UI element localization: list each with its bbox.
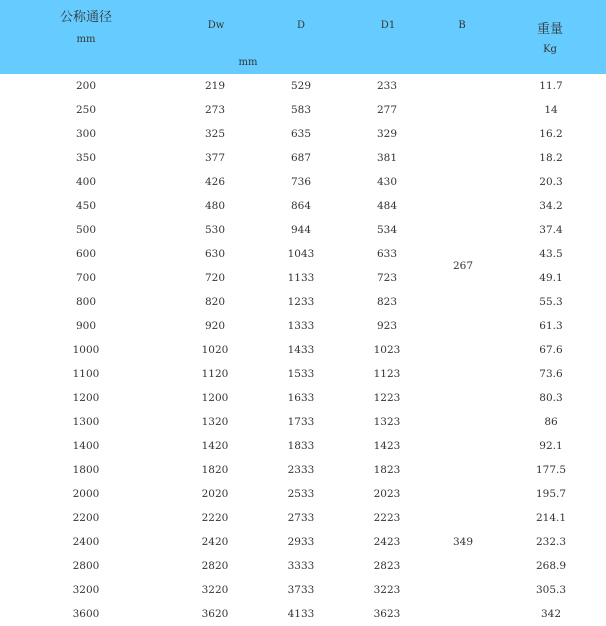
cell-dw: 2020 — [201, 488, 229, 500]
cell-dn: 400 — [75, 176, 97, 188]
table-row — [0, 266, 606, 290]
cell-d: 3733 — [287, 584, 315, 596]
cell-d: 1833 — [287, 440, 315, 452]
cell-d1: 633 — [376, 248, 398, 260]
header-weight: 重量 — [536, 22, 563, 37]
header-nominal-diameter-unit: mm — [76, 34, 96, 45]
table-row — [0, 146, 606, 170]
cell-d1: 381 — [376, 152, 398, 164]
table-row — [0, 554, 606, 578]
cell-dw: 530 — [204, 224, 226, 236]
cell-d1: 3223 — [373, 584, 401, 596]
cell-weight: 14 — [544, 104, 558, 116]
cell-dn: 3600 — [72, 608, 100, 620]
cell-weight: 195.7 — [535, 488, 567, 500]
cell-weight: 305.3 — [535, 584, 567, 596]
cell-b: 267 — [452, 260, 474, 272]
cell-dn: 200 — [75, 80, 97, 92]
table-row — [0, 362, 606, 386]
cell-dw: 480 — [204, 200, 226, 212]
cell-dn: 2400 — [72, 536, 100, 548]
cell-d: 1043 — [287, 248, 315, 260]
cell-d1: 2223 — [373, 512, 401, 524]
header-d: D — [296, 20, 306, 31]
cell-dw: 1120 — [201, 368, 229, 380]
table-row — [0, 98, 606, 122]
cell-dw: 630 — [204, 248, 226, 260]
table-row — [0, 194, 606, 218]
cell-weight: 214.1 — [535, 512, 567, 524]
cell-weight: 268.9 — [535, 560, 567, 572]
cell-weight: 92.1 — [539, 440, 563, 452]
header-dimensions-unit: mm — [238, 57, 258, 68]
cell-dw: 1420 — [201, 440, 229, 452]
cell-dn: 900 — [75, 320, 97, 332]
cell-dw: 720 — [204, 272, 226, 284]
table-row — [0, 458, 606, 482]
cell-d1: 1223 — [373, 392, 401, 404]
cell-d1: 1823 — [373, 464, 401, 476]
table-row — [0, 170, 606, 194]
header-d1: D1 — [380, 20, 396, 31]
cell-d1: 2023 — [373, 488, 401, 500]
table-body — [0, 74, 606, 626]
cell-d: 2733 — [287, 512, 315, 524]
cell-dw: 219 — [204, 80, 226, 92]
cell-weight: 34.2 — [539, 200, 563, 212]
cell-d: 1433 — [287, 344, 315, 356]
cell-dw: 2220 — [201, 512, 229, 524]
cell-d1: 2823 — [373, 560, 401, 572]
cell-dw: 1200 — [201, 392, 229, 404]
cell-dn: 1200 — [72, 392, 100, 404]
cell-weight: 18.2 — [539, 152, 563, 164]
cell-weight: 55.3 — [539, 296, 563, 308]
table-row — [0, 602, 606, 626]
cell-d: 583 — [290, 104, 312, 116]
cell-d: 1733 — [287, 416, 315, 428]
table-row — [0, 74, 606, 98]
header-dw: Dw — [207, 20, 225, 31]
cell-d: 2933 — [287, 536, 315, 548]
cell-d: 1133 — [287, 272, 315, 284]
cell-dw: 3620 — [201, 608, 229, 620]
cell-d1: 484 — [376, 200, 398, 212]
table-row — [0, 482, 606, 506]
cell-weight: 20.3 — [539, 176, 563, 188]
cell-weight: 177.5 — [535, 464, 567, 476]
cell-dw: 820 — [204, 296, 226, 308]
cell-dw: 325 — [204, 128, 226, 140]
cell-dn: 300 — [75, 128, 97, 140]
cell-dn: 350 — [75, 152, 97, 164]
cell-dn: 600 — [75, 248, 97, 260]
cell-dn: 1800 — [72, 464, 100, 476]
cell-dw: 2820 — [201, 560, 229, 572]
cell-weight: 16.2 — [539, 128, 563, 140]
cell-d1: 923 — [376, 320, 398, 332]
cell-dw: 3220 — [201, 584, 229, 596]
header-weight-unit: Kg — [543, 44, 557, 55]
cell-dn: 450 — [75, 200, 97, 212]
cell-weight: 232.3 — [535, 536, 567, 548]
cell-d1: 1023 — [373, 344, 401, 356]
cell-d: 1333 — [287, 320, 315, 332]
cell-d1: 723 — [376, 272, 398, 284]
cell-dw: 377 — [204, 152, 226, 164]
table-row — [0, 338, 606, 362]
cell-d: 635 — [290, 128, 312, 140]
cell-d: 736 — [290, 176, 312, 188]
cell-weight: 43.5 — [539, 248, 563, 260]
cell-d1: 1423 — [373, 440, 401, 452]
cell-dn: 2800 — [72, 560, 100, 572]
cell-d1: 277 — [376, 104, 398, 116]
cell-weight: 80.3 — [539, 392, 563, 404]
cell-d: 864 — [290, 200, 312, 212]
cell-d: 944 — [290, 224, 312, 236]
cell-weight: 49.1 — [539, 272, 563, 284]
pipe-spec-table — [0, 74, 606, 626]
cell-dw: 273 — [204, 104, 226, 116]
cell-d1: 2423 — [373, 536, 401, 548]
table-row — [0, 410, 606, 434]
cell-dw: 426 — [204, 176, 226, 188]
cell-b: 349 — [452, 536, 474, 548]
cell-dn: 1100 — [72, 368, 100, 380]
cell-d: 687 — [290, 152, 312, 164]
table-row — [0, 290, 606, 314]
table-row — [0, 530, 606, 554]
cell-weight: 342 — [540, 608, 562, 620]
table-row — [0, 578, 606, 602]
cell-d: 1533 — [287, 368, 315, 380]
header-nominal-diameter: 公称通径 — [59, 10, 112, 25]
cell-d1: 1323 — [373, 416, 401, 428]
cell-dw: 920 — [204, 320, 226, 332]
table-header — [0, 0, 606, 74]
cell-weight: 73.6 — [539, 368, 563, 380]
cell-weight: 61.3 — [539, 320, 563, 332]
cell-dw: 1020 — [201, 344, 229, 356]
cell-weight: 11.7 — [539, 80, 563, 92]
cell-d: 3333 — [287, 560, 315, 572]
cell-dn: 1300 — [72, 416, 100, 428]
cell-dn: 250 — [75, 104, 97, 116]
cell-d: 529 — [290, 80, 312, 92]
cell-dn: 700 — [75, 272, 97, 284]
cell-dn: 2000 — [72, 488, 100, 500]
cell-weight: 37.4 — [539, 224, 563, 236]
table-row — [0, 122, 606, 146]
cell-dn: 3200 — [72, 584, 100, 596]
cell-d1: 1123 — [373, 368, 401, 380]
cell-dw: 1820 — [201, 464, 229, 476]
cell-dn: 500 — [75, 224, 97, 236]
table-row — [0, 506, 606, 530]
cell-d: 1233 — [287, 296, 315, 308]
cell-dn: 1400 — [72, 440, 100, 452]
table-row — [0, 434, 606, 458]
cell-d: 4133 — [287, 608, 315, 620]
table-row — [0, 386, 606, 410]
cell-dw: 1320 — [201, 416, 229, 428]
cell-dn: 800 — [75, 296, 97, 308]
cell-d1: 233 — [376, 80, 398, 92]
cell-d1: 534 — [376, 224, 398, 236]
cell-dn: 1000 — [72, 344, 100, 356]
table-row — [0, 242, 606, 266]
cell-d1: 329 — [376, 128, 398, 140]
cell-d: 2333 — [287, 464, 315, 476]
cell-d1: 823 — [376, 296, 398, 308]
cell-d1: 3623 — [373, 608, 401, 620]
table-row — [0, 218, 606, 242]
cell-dn: 2200 — [72, 512, 100, 524]
header-b: B — [458, 20, 466, 31]
cell-weight: 67.6 — [539, 344, 563, 356]
cell-weight: 86 — [544, 416, 558, 428]
cell-dw: 2420 — [201, 536, 229, 548]
table-row — [0, 314, 606, 338]
cell-d: 2533 — [287, 488, 315, 500]
cell-d: 1633 — [287, 392, 315, 404]
cell-d1: 430 — [376, 176, 398, 188]
